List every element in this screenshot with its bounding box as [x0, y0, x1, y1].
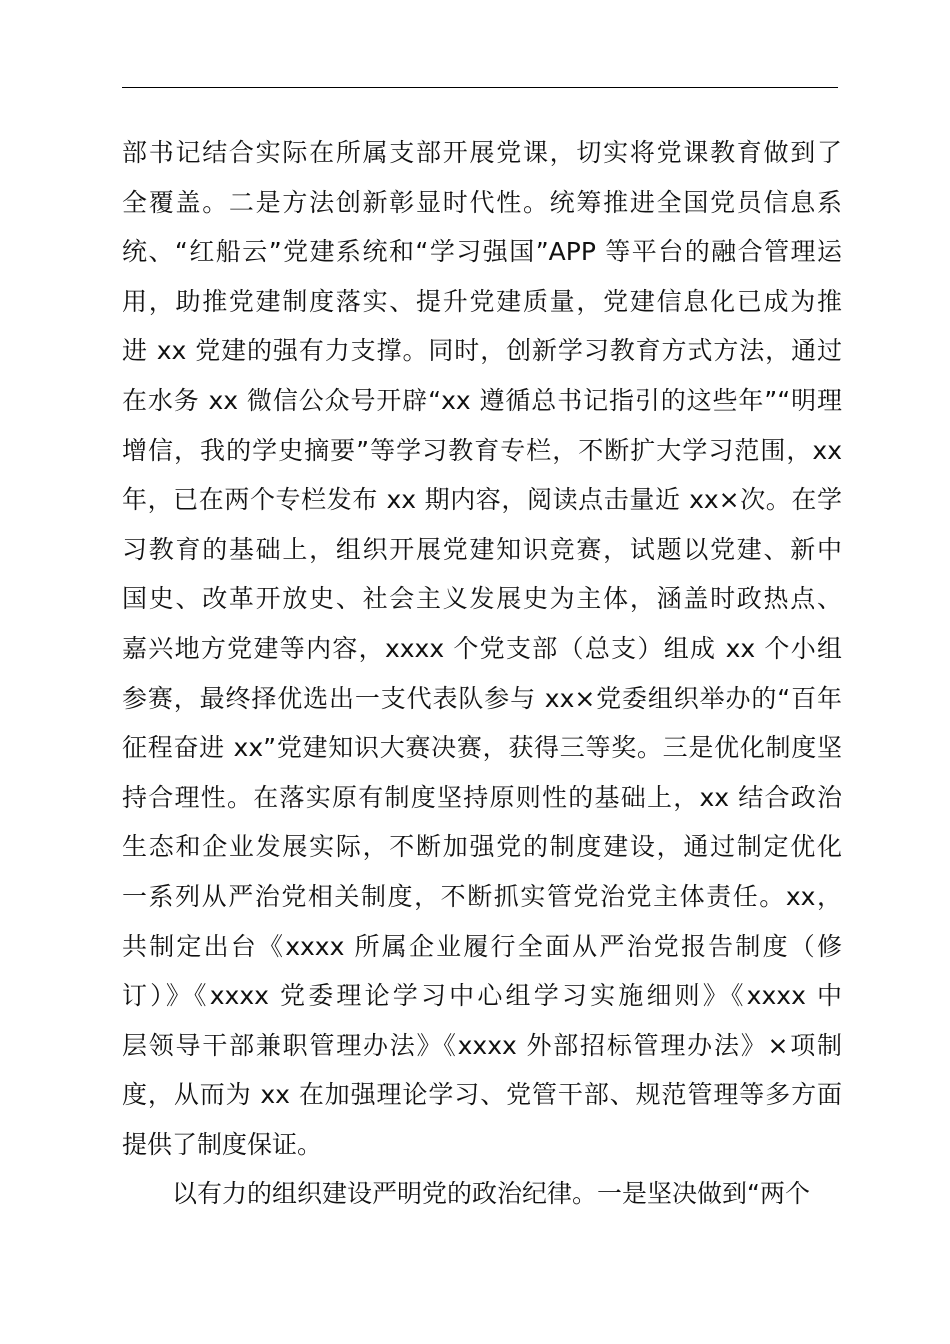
text-line: 国史、改革开放史、社会主义发展史为主体，涵盖时政热点、 [122, 584, 842, 614]
text-line: 层领导干部兼职管理办法》《xxxx 外部招标管理办法》×项制 [122, 1030, 842, 1060]
text-line: 进 xx 党建的强有力支撑。同时，创新学习教育方式方法，通过 [122, 336, 842, 366]
text-line: 在水务 xx 微信公众号开辟“xx 遵循总书记指引的这些年”“明理 [122, 385, 842, 415]
text-line: 订）》《xxxx 党委理论学习中心组学习实施细则》《xxxx 中 [122, 981, 842, 1011]
text-line: 全覆盖。二是方法创新彰显时代性。统筹推进全国党员信息系 [122, 187, 842, 217]
text-line: 年，已在两个专栏发布 xx 期内容，阅读点击量近 xx×次。在学 [122, 485, 842, 515]
paragraph [122, 128, 842, 1169]
text-line: 嘉兴地方党建等内容，xxxx 个党支部（总支）组成 xx 个小组 [122, 633, 842, 663]
text-line: 用，助推党建制度落实、提升党建质量，党建信息化已成为推 [122, 286, 842, 316]
text-line: 习教育的基础上，组织开展党建知识竞赛，试题以党建、新中 [122, 534, 842, 564]
header-rule [122, 87, 838, 88]
text-line: 增信，我的学史摘要”等学习教育专栏，不断扩大学习范围，xx [122, 435, 842, 465]
text-line: 持合理性。在落实原有制度坚持原则性的基础上，xx 结合政治 [122, 782, 842, 812]
text-line: 以有力的组织建设严明党的政治纪律。一是坚决做到“两个 [172, 1179, 810, 1209]
text-line: 征程奋进 xx”党建知识大赛决赛，获得三等奖。三是优化制度坚 [122, 733, 842, 763]
text-line: 生态和企业发展实际，不断加强党的制度建设，通过制定优化 [122, 832, 842, 862]
paragraph [122, 1169, 842, 1219]
text-line: 提供了制度保证。 [122, 1129, 323, 1159]
text-line: 一系列从严治党相关制度，不断抓实管党治党主体责任。xx， [122, 881, 842, 911]
text-line: 共制定出台《xxxx 所属企业履行全面从严治党报告制度（修 [122, 931, 842, 961]
text-line: 统、“红船云”党建系统和“学习强国”APP 等平台的融合管理运 [122, 237, 842, 267]
document-body [122, 128, 842, 1219]
text-line: 参赛，最终择优选出一支代表队参与 xx×党委组织举办的“百年 [122, 683, 842, 713]
text-line: 部书记结合实际在所属支部开展党课，切实将党课教育做到了 [122, 138, 842, 167]
text-line: 度，从而为 xx 在加强理论学习、党管干部、规范管理等多方面 [122, 1080, 842, 1110]
